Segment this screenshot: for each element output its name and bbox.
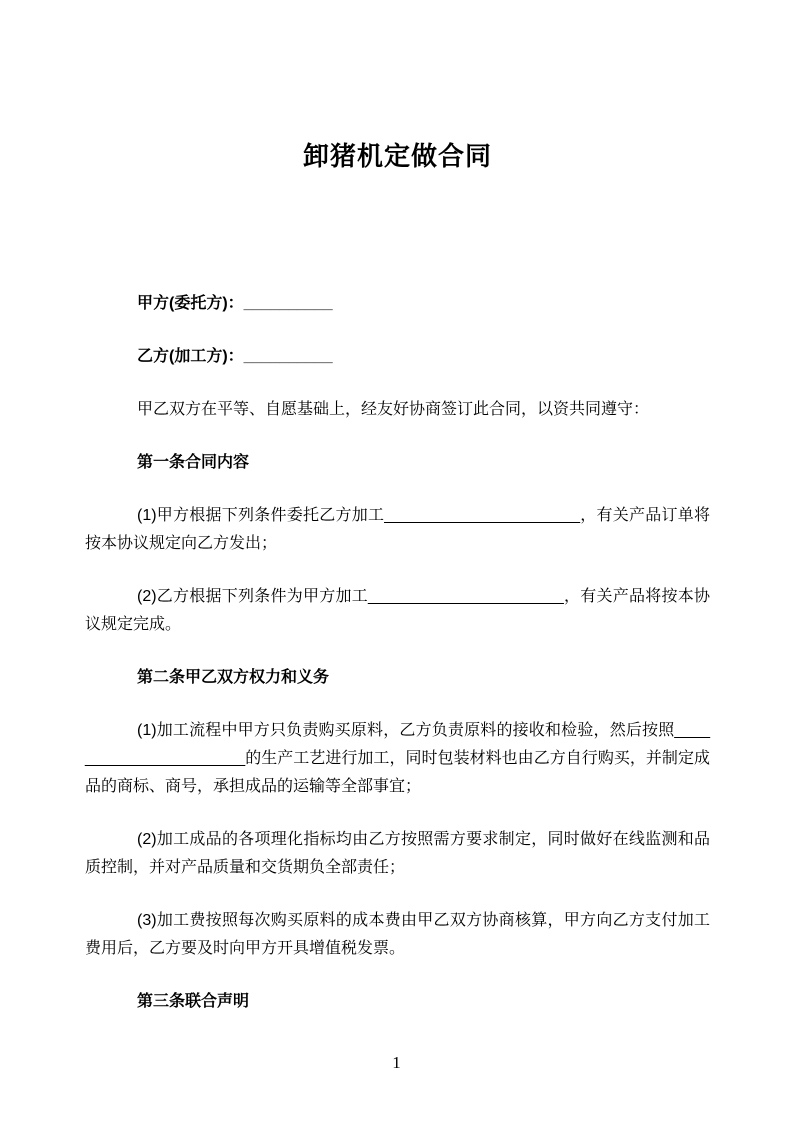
section-2-clause-3: (3)加工费按照每次购买原料的成本费由甲乙双方协商核算，甲方向乙方支付加工费用后，乙方要及时向甲方开具增值税发票。	[85, 912, 710, 957]
section-2-heading: 第二条甲乙双方权力和义务	[137, 669, 330, 686]
document-content	[85, 0, 710, 1016]
party-b-line: 乙方(加工方)：__________	[137, 348, 333, 365]
section-1-clause-1: (1)甲方根据下列条件委托乙方加工______________________，有关产品订单将按本协议规定向乙方发出；	[85, 507, 710, 552]
page-number: 1	[392, 1053, 401, 1072]
party-a-line: 甲方(委托方)：__________	[137, 295, 333, 312]
section-2-clause-1: (1)加工流程中甲方只负责购买原料，乙方负责原料的接收和检验，然后按照______________________的生产工艺进行加工，同时包装材料也由乙方自行购买，并制定成品的商标、商号，承担成品的运输等全部事宜；	[85, 722, 710, 795]
section-1-heading: 第一条合同内容	[137, 454, 250, 471]
section-1-clause-2: (2)乙方根据下列条件为甲方加工______________________，有关产品将按本协议规定完成。	[85, 588, 710, 633]
section-3-heading: 第三条联合声明	[137, 993, 250, 1010]
section-2-clause-2: (2)加工成品的各项理化指标均由乙方按照需方要求制定，同时做好在线监测和品质控制，并对产品质量和交货期负全部责任；	[85, 831, 710, 876]
document-title: 卸猪机定做合同	[302, 141, 492, 171]
intro-paragraph: 甲乙双方在平等、自愿基础上，经友好协商签订此合同，以资共同遵守：	[137, 401, 650, 418]
